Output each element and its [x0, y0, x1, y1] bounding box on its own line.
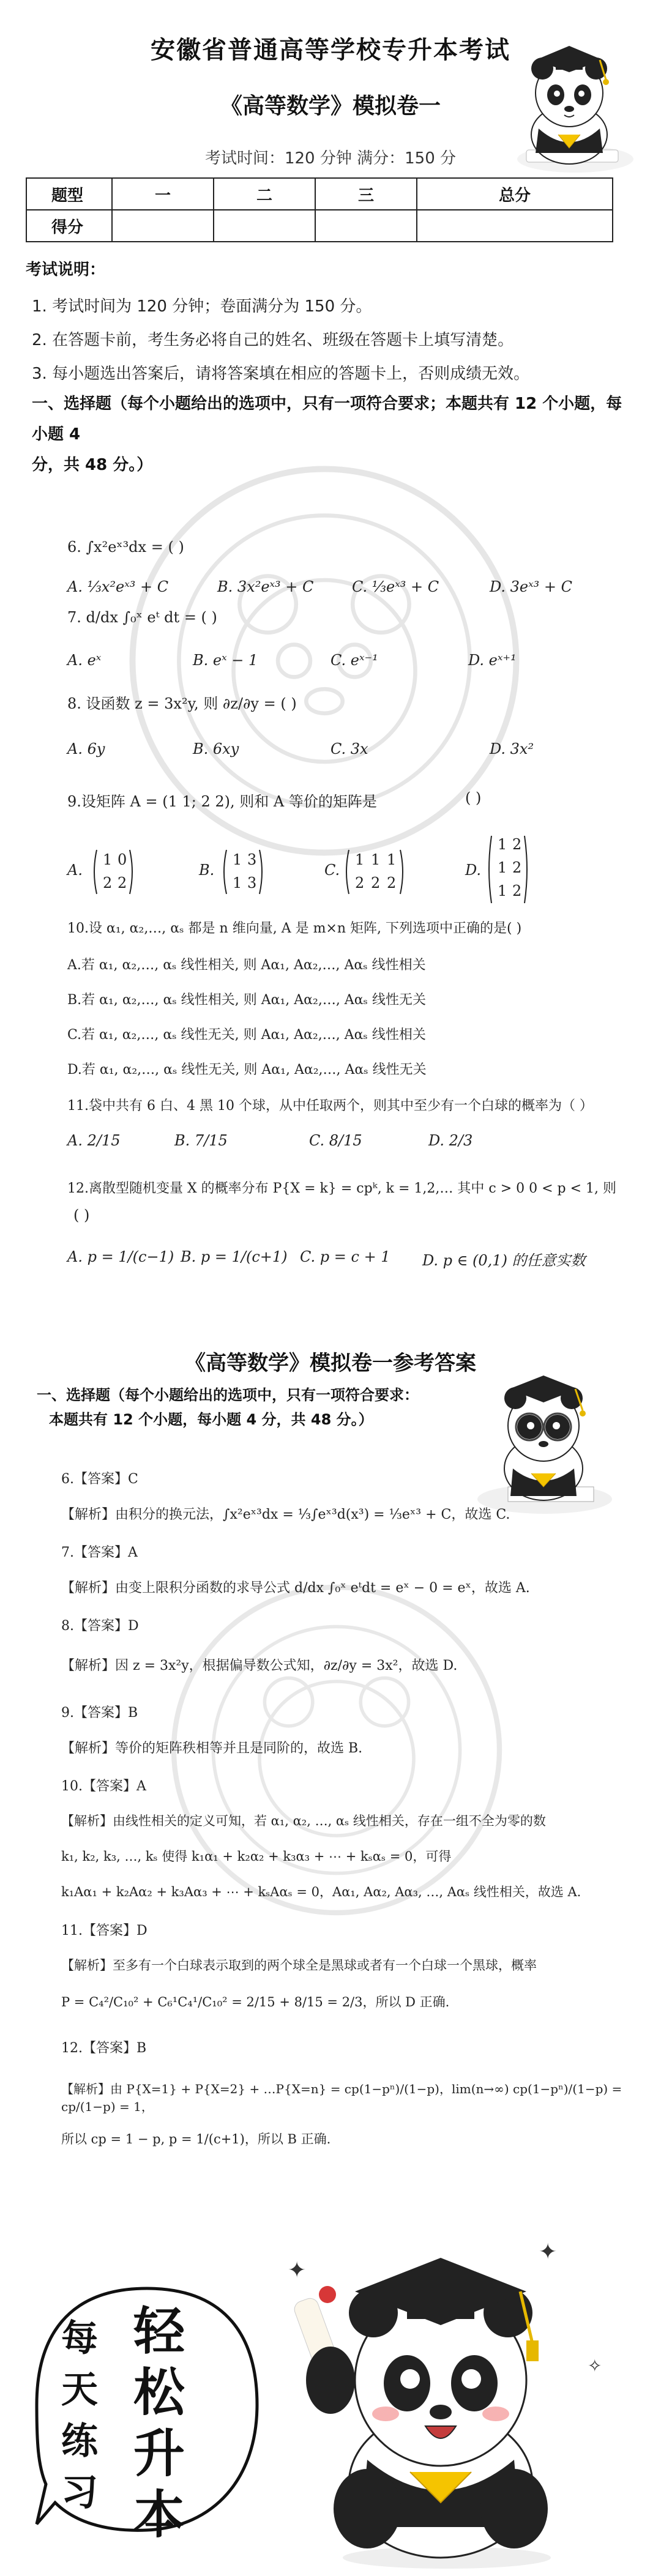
question-11-option-c: C. 8/15 [309, 1132, 362, 1149]
instruction-item: 2. 在答题卡前，考生务必将自己的姓名、班级在答题卡上填写清楚。 [32, 331, 514, 349]
score-table-cell: 二 [214, 178, 315, 210]
matrix-b-brackets [222, 847, 264, 896]
question-6-option-c: C. ⅓eˣ³ + C [352, 578, 439, 595]
slogan-char: 轻 [133, 2301, 185, 2361]
matrix-cell: 1 [387, 851, 397, 868]
matrix-a [92, 847, 135, 899]
answer-12-explanation-line: 【解析】由 P{X=1} + P{X=2} + …P{X=n} = cp(1−pⁿ)/(1−p)，lim(n→∞) cp(1−pⁿ)/(1−p) = cp/(1−p) = 1， [61, 2082, 622, 2114]
question-12-option-d: D. p ∈ (0,1) 的任意实数 [422, 1252, 586, 1269]
question-10-option-d: D.若 α₁, α₂,…, αₛ 线性无关, 则 Aα₁, Aα₂,…, Aαₛ 线性无关 [67, 1062, 427, 1078]
matrix-cell: 0 [118, 851, 127, 868]
question-8-option-c: C. 3x [330, 740, 368, 758]
score-input-cell [315, 210, 417, 242]
score-table-cell: 得分 [26, 210, 112, 242]
score-table-cell: 题型 [26, 178, 112, 210]
question-12-paren: ( ) [73, 1207, 90, 1224]
question-9-option-c: C. [324, 862, 340, 879]
answer-8: 8.【答案】D [61, 1618, 139, 1634]
answer-6-explanation: 【解析】由积分的换元法，∫x²eˣ³dx = ⅓∫eˣ³d(x³) = ⅓eˣ³ + C，故选 C. [61, 1507, 510, 1522]
matrix-cell: 2 [371, 874, 381, 892]
answers-heading-line: 本题共有 12 个小题，每小题 4 分，共 48 分。） [49, 1411, 373, 1428]
question-9-stem: 9.设矩阵 A = (1 1; 2 2), 则和 A 等价的矩阵是 [67, 793, 377, 810]
matrix-d [487, 833, 529, 908]
instruction-item: 1. 考试时间为 120 分钟；卷面满分为 150 分。 [32, 297, 372, 316]
slogan-char: 练 [61, 2420, 98, 2463]
matrix-cell: 2 [512, 859, 522, 876]
matrix-cell: 2 [118, 874, 127, 892]
matrix-d-brackets [487, 833, 529, 906]
instruction-item: 3. 每小题选出答案后，请将答案填在相应的答题卡上，否则成绩无效。 [32, 365, 530, 383]
answer-11: 11.【答案】D [61, 1923, 148, 1938]
sparkle-icon: ✦ [539, 2239, 558, 2265]
answer-12-explanation-line: 所以 cp = 1 − p, p = 1/(c+1)，所以 B 正确. [61, 2132, 331, 2146]
score-input-cell [417, 210, 613, 242]
matrix-cell: 1 [498, 882, 507, 899]
question-11-option-d: D. 2/3 [428, 1132, 473, 1149]
sparkle-icon: ✧ [588, 2356, 602, 2376]
question-6-option-a: A. ⅓x²eˣ³ + C [67, 578, 169, 595]
question-12-option-c: C. p = c + 1 [300, 1248, 390, 1265]
question-8-option-a: A. 6y [67, 740, 105, 758]
score-table-cell: 一 [112, 178, 214, 210]
answer-7-explanation: 【解析】由变上限积分函数的求导公式 d/dx ∫₀ˣ eᵗdt = eˣ − 0 = eˣ，故选 A. [61, 1580, 530, 1596]
answer-7: 7.【答案】A [61, 1545, 138, 1560]
score-table [26, 177, 613, 242]
question-10-option-b: B.若 α₁, α₂,…, αₛ 线性相关, 则 Aα₁, Aα₂,…, Aαₛ 线性无关 [67, 992, 426, 1008]
answer-10-explanation-line: k₁Aα₁ + k₂Aα₂ + k₃Aα₃ + ⋯ + kₛAαₛ = 0，Aα₁, Aα₂, Aα₃, …, Aαₛ 线性相关，故选 A. [61, 1885, 581, 1899]
slogan-char: 习 [61, 2471, 98, 2514]
sparkle-icon: ✦ [288, 2258, 307, 2283]
matrix-a-brackets [92, 847, 135, 896]
question-6-option-d: D. 3eˣ³ + C [490, 578, 572, 595]
answer-10: 10.【答案】A [61, 1779, 146, 1794]
matrix-c [344, 847, 405, 899]
question-7-option-a: A. eˣ [67, 652, 102, 669]
question-7-option-c: C. eˣ⁻¹ [330, 652, 378, 669]
question-10-stem: 10.设 α₁, α₂,…, αₛ 都是 n 维向量, A 是 m×n 矩阵, 下列选项中正确的是( ) [67, 921, 522, 936]
instructions-title: 考试说明： [26, 261, 106, 279]
answer-10-explanation-line: 【解析】由线性相关的定义可知，若 α₁, α₂, …, αₛ 线性相关，存在一组不全为零的数 [61, 1814, 546, 1828]
answer-11-explanation-line: 【解析】至多有一个白球表示取到的两个球全是黑球或者有一个白球一个黑球，概率 [61, 1958, 537, 1973]
question-6-stem: 6. ∫x²eˣ³dx = ( ) [67, 538, 184, 556]
score-table-cell: 三 [315, 178, 417, 210]
matrix-cell: 1 [371, 851, 381, 868]
question-12-stem: 12.离散型随机变量 X 的概率分布 P{X = k} = cpᵏ, k = 1,2,… 其中 c > 0 0 < p < 1, 则 [67, 1181, 617, 1196]
question-7-stem: 7. d/dx ∫₀ˣ eᵗ dt = ( ) [67, 609, 217, 626]
matrix-cell: 1 [103, 851, 113, 868]
section1-heading-line: 分，共 48 分。） [32, 456, 153, 474]
question-10-option-c: C.若 α₁, α₂,…, αₛ 线性无关, 则 Aα₁, Aα₂,…, Aαₛ 线性相关 [67, 1027, 426, 1043]
section1-heading-line: 一、选择题（每个小题给出的选项中，只有一项符合要求；本题共有 12 个小题，每小题 4 [32, 395, 622, 444]
score-input-cell [112, 210, 214, 242]
slogan-column-2 [125, 2301, 193, 2545]
slogan-char: 松 [133, 2362, 185, 2422]
matrix-cell: 1 [233, 851, 242, 868]
answers-heading-line: 一、选择题（每个小题给出的选项中，只有一项符合要求： [37, 1387, 419, 1404]
question-7-option-b: B. eˣ − 1 [193, 652, 258, 669]
question-10-option-a: A.若 α₁, α₂,…, αₛ 线性相关, 则 Aα₁, Aα₂,…, Aαₛ 线性相关 [67, 958, 426, 973]
question-8-stem: 8. 设函数 z = 3x²y, 则 ∂z/∂y = ( ) [67, 695, 297, 712]
slogan-char: 升 [133, 2424, 185, 2484]
slogan-char: 本 [133, 2485, 185, 2545]
score-table-cell: 总分 [417, 178, 613, 210]
question-8-option-b: B. 6xy [193, 740, 239, 758]
answers-title: 《高等数学》模拟卷一参考答案 [185, 1351, 476, 1375]
matrix-cell: 3 [247, 874, 257, 892]
answer-9-explanation: 【解析】等价的矩阵秩相等并且是同阶的，故选 B. [61, 1741, 363, 1756]
exam-info: 考试时间：120 分钟 满分：150 分 [204, 149, 457, 168]
question-11-option-a: A. 2/15 [67, 1132, 121, 1149]
matrix-cell: 3 [247, 851, 257, 868]
question-7-option-d: D. eˣ⁺¹ [468, 652, 517, 669]
question-12-option-a: A. p = 1/(c−1) [67, 1248, 174, 1265]
matrix-cell: 2 [387, 874, 397, 892]
answer-10-explanation-line: k₁, k₂, k₃, …, kₛ 使得 k₁α₁ + k₂α₂ + k₃α₃ + ⋯ + kₛαₛ = 0，可得 [61, 1849, 452, 1864]
question-9-option-d: D. [465, 862, 482, 879]
score-table-header-row [26, 178, 613, 210]
matrix-b [222, 847, 264, 899]
answers-heading [37, 1383, 477, 1432]
question-9-option-a: A. [67, 862, 83, 879]
matrix-cell: 1 [233, 874, 242, 892]
section1-heading [32, 389, 632, 480]
score-input-cell [214, 210, 315, 242]
question-12-option-b: B. p = 1/(c+1) [181, 1248, 288, 1265]
answer-8-explanation: 【解析】因 z = 3x²y，根据偏导数公式知，∂z/∂y = 3x²，故选 D. [61, 1658, 458, 1673]
matrix-cell: 1 [498, 859, 507, 876]
exam-title: 安徽省普通高等学校专升本考试 [151, 36, 510, 64]
answer-9: 9.【答案】B [61, 1705, 138, 1721]
question-11-option-b: B. 7/15 [174, 1132, 228, 1149]
question-9-paren: ( ) [465, 789, 482, 806]
matrix-cell: 2 [355, 874, 365, 892]
question-6-option-b: B. 3x²eˣ³ + C [217, 578, 314, 595]
question-9-option-b: B. [199, 862, 215, 879]
answer-12: 12.【答案】B [61, 2041, 147, 2056]
score-table-score-row [26, 210, 613, 242]
matrix-cell: 2 [103, 874, 113, 892]
slogan-char: 每 [61, 2317, 98, 2360]
question-11-stem: 11.袋中共有 6 白、4 黑 10 个球，从中任取两个，则其中至少有一个白球的概率为（ ） [67, 1098, 593, 1114]
slogan-char: 天 [61, 2369, 98, 2411]
answer-11-explanation-line: P = C₄²/C₁₀² + C₆¹C₄¹/C₁₀² = 2/15 + 8/15 = 2/3，所以 D 正确. [61, 1995, 450, 2009]
panda-graduate-cheering-illustration [263, 2239, 606, 2570]
exam-subtitle: 《高等数学》模拟卷一 [220, 93, 441, 119]
matrix-cell: 2 [512, 836, 522, 853]
matrix-cell: 2 [512, 882, 522, 899]
panda-reading-illustration [471, 1364, 618, 1517]
matrix-cell: 1 [498, 836, 507, 853]
slogan-column-1 [55, 2313, 104, 2518]
question-8-option-d: D. 3x² [490, 740, 534, 758]
answer-6: 6.【答案】C [61, 1472, 138, 1487]
matrix-cell: 1 [355, 851, 365, 868]
